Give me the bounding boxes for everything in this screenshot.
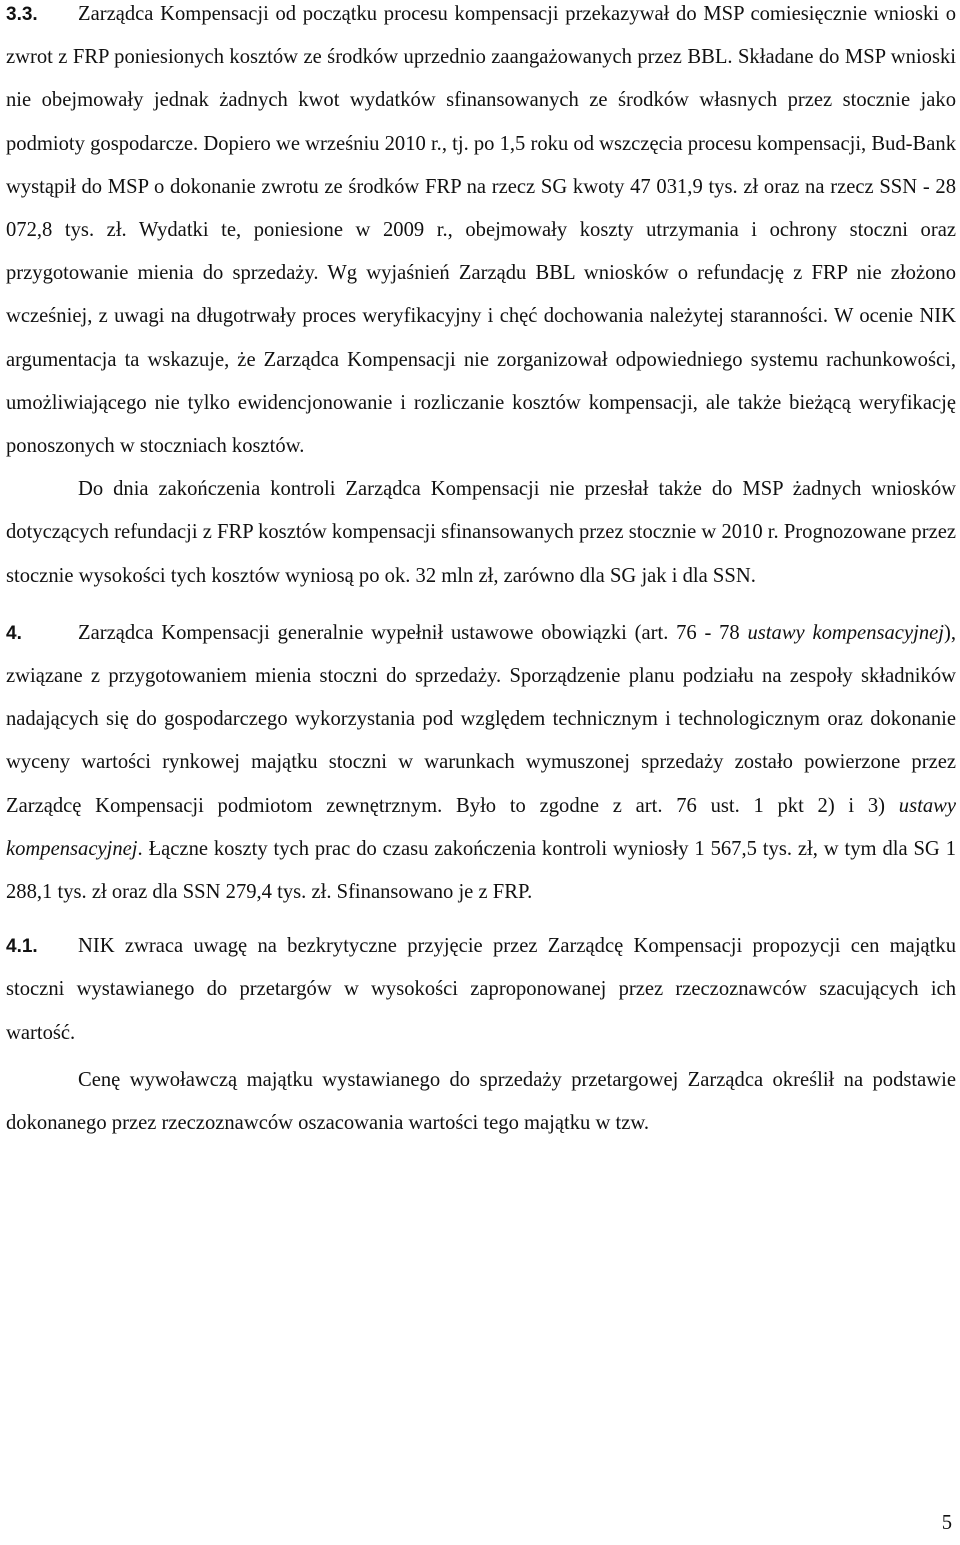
section-number: 3.3.: [6, 4, 38, 25]
page-number: 5: [941, 1512, 952, 1534]
paragraph-text: NIK zwraca uwagę na bezkrytyczne przyjęcie przez Zarządcę Kompensacji propozycji cen majątku stoczni wystawianego do przetargów w wysokości zaproponowanej przez rzeczoznawców szacujących ich wartość.: [6, 935, 956, 1044]
paragraph-do-dnia: [6, 468, 956, 598]
paragraph-text: Zarządca Kompensacji generalnie wypełnił ustawowe obowiązki (art. 76 - 78: [78, 621, 748, 644]
law-reference: ustawy kompensacyjnej: [6, 794, 956, 860]
paragraph-text: . Łączne koszty tych prac do czasu zakończenia kontroli wyniosły 1 567,5 tys. zł, w tym dla SG 1 288,1 tys. zł oraz dla SSN 279,4 tys. zł. Sfinansowano je z FRP.: [6, 837, 956, 904]
paragraph-text: Do dnia zakończenia kontroli Zarządca Kompensacji nie przesłał także do MSP żadnych wniosków dotyczących refundacji z FRP kosztów kompensacji sfinansowanych przez stocznie w 2010 r. Prognozowane przez stocznie wysokości tych kosztów wyniosą po ok. 32 mln zł, zarówno dla SG jak i dla SSN.: [6, 478, 956, 587]
paragraph-4-1: [6, 925, 956, 1055]
document-page: [6, 0, 956, 1145]
paragraph-cene: [6, 1059, 956, 1145]
section-number: 4.: [6, 622, 22, 644]
paragraph-text: ), związane z przygotowaniem mienia stoczni do sprzedaży. Sporządzenie planu podziału na zespoły składników nadających się do gospodarczego wykorzystania pod względem technicznym i technologicznym oraz dokonanie wyceny wartości rynkowej majątku stoczni w warunkach wymuszonej sprzedaży zostało powierzone przez Zarządcę Kompensacji podmiotom zewnętrznym. Było to zgodne z art. 76 ust. 1 pkt 2) i 3): [6, 621, 956, 817]
paragraph-text: Zarządca Kompensacji od początku procesu kompensacji przekazywał do MSP comiesięcznie wnioski o zwrot z FRP poniesionych kosztów ze środków uprzednio zaangażowanych przez BBL. Składane do MSP wnioski nie obejmowały jednak żadnych kwot wydatków sfinansowanych ze środków własnych przez stocznie jako podmioty gospodarcze. Dopiero we wrześniu 2010 r., tj. po 1,5 roku od wszczęcia procesu kompensacji, Bud-Bank wystąpił do MSP o dokonanie zwrotu ze środków FRP na rzecz SG kwoty 47 031,9 tys. zł oraz na rzecz SSN - 28 072,8 tys. zł. Wydatki te, poniesione w 2009 r., obejmowały koszty utrzymania i ochrony stoczni oraz przygotowanie mienia do sprzedaży. Wg wyjaśnień Zarządu BBL wniosków o refundację z FRP nie złożono wcześniej, z uwagi na długotrwały proces weryfikacyjny i chęć dochowania należytej staranności. W ocenie NIK argumentacja ta wskazuje, że Zarządca Kompensacji nie zorganizował odpowiedniego systemu rachunkowości, umożliwiającego nie tylko ewidencjonowanie i rozliczanie kosztów kompensacji, ale także bieżącą weryfikację ponoszonych w stoczniach kosztów.: [6, 3, 956, 458]
law-reference: ustawy kompensacyjnej: [747, 621, 944, 644]
paragraph-text: Cenę wywoławczą majątku wystawianego do sprzedaży przetargowej Zarządca określił na podstawie dokonanego przez rzeczoznawców oszacowania wartości tego majątku w tzw.: [6, 1068, 956, 1135]
section-number: 4.1.: [6, 936, 38, 958]
paragraph-4: [6, 612, 956, 914]
paragraph-3-3: [6, 0, 956, 468]
